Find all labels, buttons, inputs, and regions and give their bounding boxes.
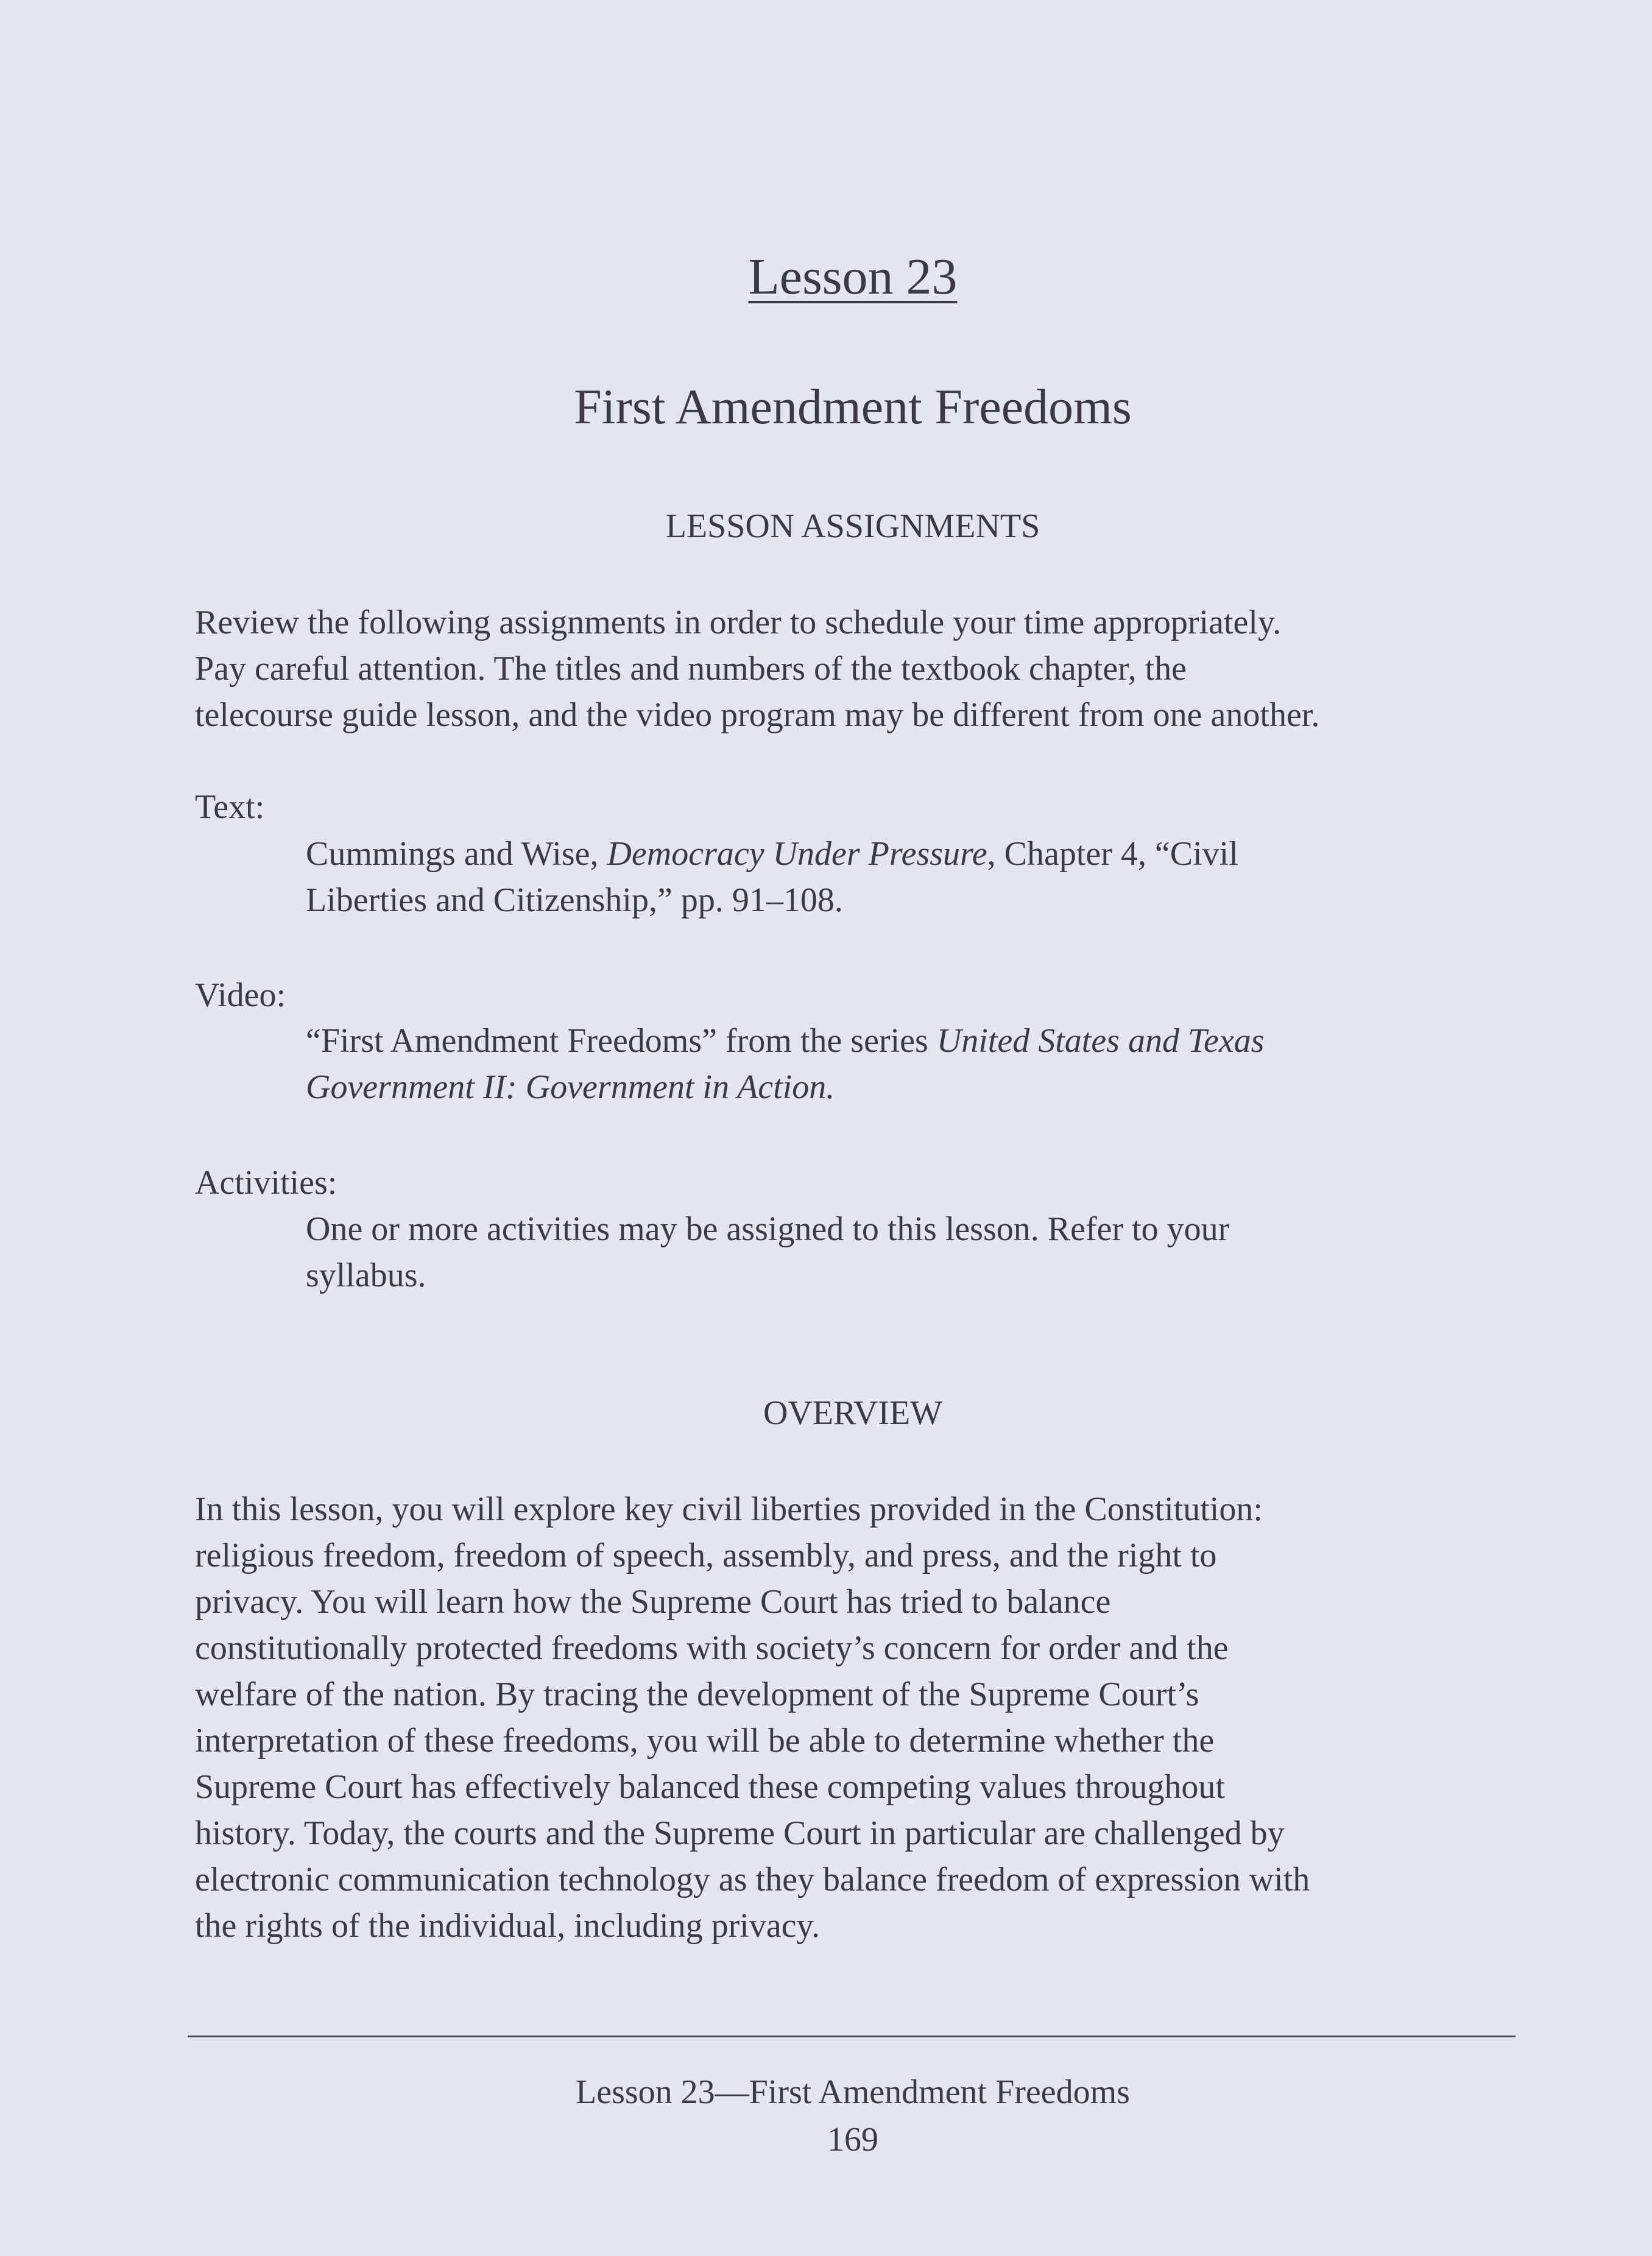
video-assignment-line	[306, 1064, 1264, 1110]
citation-authors: Cummings and Wise,	[306, 835, 607, 873]
paragraph-line: electronic communication technology as they balance freedom of expression with	[195, 1861, 1310, 1898]
assignments-heading: LESSON ASSIGNMENTS	[665, 507, 1040, 545]
activities-line: One or more activities may be assigned to this lesson. Refer to your	[306, 1210, 1230, 1248]
video-assignment	[306, 1018, 1264, 1110]
activities-assignment	[306, 1206, 1229, 1299]
paragraph-line: telecourse guide lesson, and the video program may be different from one another.	[195, 696, 1320, 734]
paragraph-line: constitutionally protected freedoms with society’s concern for order and the	[195, 1629, 1229, 1667]
paragraph-line: Review the following assignments in order to schedule your time appropriately.	[195, 604, 1282, 641]
text-assignment-line	[306, 831, 1238, 877]
book-title: Democracy Under Pressure	[607, 835, 987, 873]
citation-chapter: , Chapter 4, “Civil	[987, 835, 1238, 873]
activities-label: Activities:	[195, 1164, 337, 1202]
text-label: Text:	[195, 788, 265, 826]
paragraph-line: religious freedom, freedom of speech, assembly, and press, and the right to	[195, 1537, 1217, 1574]
video-series-title-continued: Government II: Government in Action.	[306, 1068, 835, 1106]
lesson-number-heading	[0, 247, 1652, 308]
paragraph-line: Pay careful attention. The titles and numbers of the textbook chapter, the	[195, 650, 1187, 688]
paragraph-line: history. Today, the courts and the Supreme Court in particular are challenged by	[195, 1814, 1285, 1852]
paragraph-line: Supreme Court has effectively balanced these competing values throughout	[195, 1768, 1225, 1806]
paragraph-line: welfare of the nation. By tracing the development of the Supreme Court’s	[195, 1676, 1199, 1713]
overview-paragraph	[195, 1486, 1535, 1949]
video-assignment-line	[306, 1018, 1264, 1064]
lesson-title: First Amendment Freedoms	[574, 379, 1132, 434]
paragraph-line: privacy. You will learn how the Supreme Court has tried to balance	[195, 1583, 1111, 1621]
activities-line: syllabus.	[306, 1257, 426, 1294]
paragraph-line: interpretation of these freedoms, you will be able to determine whether the	[195, 1722, 1215, 1760]
paragraph-line: In this lesson, you will explore key civil liberties provided in the Constitution:	[195, 1490, 1263, 1528]
text-assignment	[306, 831, 1238, 923]
video-program-title: “First Amendment Freedoms” from the series	[306, 1022, 937, 1060]
footer-title: Lesson 23—First Amendment Freedoms	[576, 2073, 1130, 2111]
assignments-intro-paragraph	[195, 599, 1535, 738]
footer-divider	[188, 2036, 1516, 2037]
video-series-title: United States and Texas	[936, 1022, 1265, 1060]
paragraph-line: the rights of the individual, including privacy.	[195, 1907, 820, 1945]
text-assignment-line: Liberties and Citizenship,” pp. 91–108.	[306, 881, 843, 919]
overview-heading: OVERVIEW	[763, 1394, 943, 1432]
video-label: Video:	[195, 976, 286, 1014]
lesson-number-text: Lesson 23	[748, 249, 958, 305]
page-number: 169	[827, 2121, 878, 2159]
